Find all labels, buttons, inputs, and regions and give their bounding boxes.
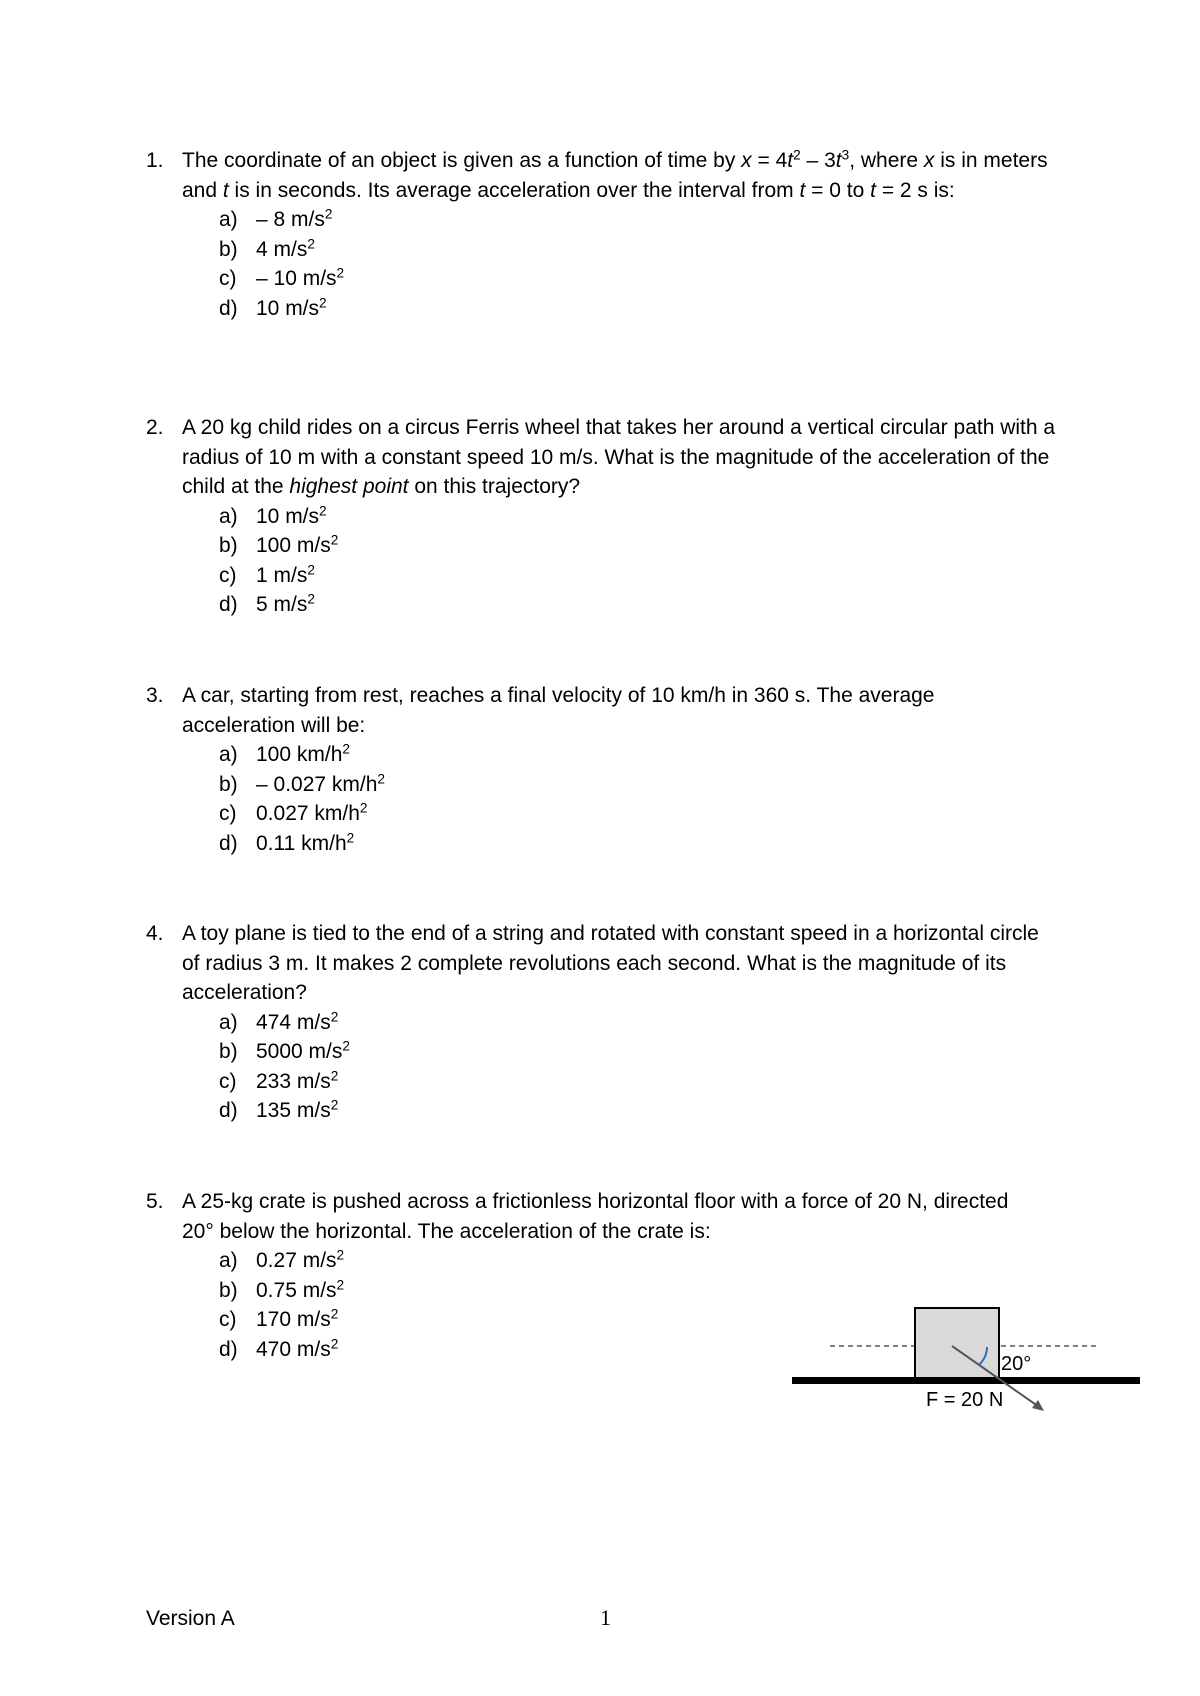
option-value: – 8 $m/s^2$ <box>256 206 333 231</box>
option-value: 0.027 $km/h^2$ <box>256 800 368 825</box>
option-c[interactable]: c) 170 $m/s^2$ <box>219 1305 1066 1335</box>
option-value: 474 $m/s^2$ <box>256 1009 339 1034</box>
option-value: 0.27 $m/s^2$ <box>256 1247 345 1272</box>
option-b[interactable]: b) 5000 $m/s^2$ <box>219 1037 1066 1067</box>
question-stem: The coordinate of an object is given as a function of time by $x = 4t^2 - 3t^3$, where x is in meters and t is in seconds. Its average acceleration over the interval from t = 0 to t = 2 s is: <box>182 147 1048 202</box>
option-b[interactable]: b) 0.75 $m/s^2$ <box>219 1276 1066 1306</box>
option-a[interactable]: a) – 8 $m/s^2$ <box>219 205 1066 235</box>
question-1 <box>146 146 1066 323</box>
option-value: 233 $m/s^2$ <box>256 1068 339 1093</box>
option-value: 10 $m/s^2$ <box>256 503 327 528</box>
option-value: 100 $m/s^2$ <box>256 532 339 557</box>
option-d[interactable]: d) 0.11 $km/h^2$ <box>219 829 1066 859</box>
option-value: 170 $m/s^2$ <box>256 1306 339 1331</box>
option-d[interactable]: d) 5 $m/s^2$ <box>219 590 1066 620</box>
question-3 <box>146 681 1066 858</box>
option-value: 0.75 $m/s^2$ <box>256 1277 345 1302</box>
page-number: 1 <box>600 1605 611 1630</box>
question-2 <box>146 413 1066 620</box>
option-value: 4 $m/s^2$ <box>256 236 315 261</box>
question-stem: A 20 kg child rides on a circus Ferris wheel that takes her around a vertical circular path with a radius of 10 m with a constant speed 10 m/s. What is the magnitude of the acceleration of the child at the highest point on this trajectory? <box>182 416 1056 498</box>
option-value: 100 $km/h^2$ <box>256 741 350 766</box>
option-value: 10 $m/s^2$ <box>256 295 327 320</box>
option-c[interactable]: c) 233 $m/s^2$ <box>219 1067 1066 1097</box>
option-a[interactable]: a) 10 $m/s^2$ <box>219 502 1066 532</box>
version-label: Version A <box>146 1607 235 1630</box>
option-value: 1 $m/s^2$ <box>256 562 315 587</box>
answer-options <box>219 1008 1066 1126</box>
option-value: 135 $m/s^2$ <box>256 1097 339 1122</box>
option-a[interactable]: a) 0.27 $m/s^2$ <box>219 1246 1066 1276</box>
crate <box>915 1308 999 1378</box>
question-number: 2. <box>146 416 164 439</box>
option-c[interactable]: c) 0.027 $km/h^2$ <box>219 799 1066 829</box>
floor <box>792 1377 1140 1384</box>
option-d[interactable]: d) 135 $m/s^2$ <box>219 1096 1066 1126</box>
answer-options <box>219 205 1066 323</box>
angle-label: 20° <box>1001 1353 1032 1375</box>
force-label: F = 20 N <box>926 1389 1004 1411</box>
option-b[interactable]: b) 100 $m/s^2$ <box>219 531 1066 561</box>
answer-options <box>219 740 1066 858</box>
crate-force-diagram <box>780 1290 1140 1430</box>
option-value: 470 $m/s^2$ <box>256 1336 339 1361</box>
option-c[interactable]: c) 1 $m/s^2$ <box>219 561 1066 591</box>
option-c[interactable]: c) – 10 $m/s^2$ <box>219 264 1066 294</box>
question-number: 4. <box>146 922 164 945</box>
question-number: 5. <box>146 1190 164 1213</box>
option-b[interactable]: b) 4 $m/s^2$ <box>219 235 1066 265</box>
option-value: 5000 $m/s^2$ <box>256 1038 350 1063</box>
question-number: 1. <box>146 149 164 172</box>
option-d[interactable]: d) 10 $m/s^2$ <box>219 294 1066 324</box>
option-b[interactable]: b) – 0.027 $km/h^2$ <box>219 770 1066 800</box>
question-stem: A toy plane is tied to the end of a string and rotated with constant speed in a horizontal circle of radius 3 m. It makes 2 complete revolutions each second. What is the magnitude of its acceleration? <box>182 922 1039 1004</box>
option-a[interactable]: a) 100 $km/h^2$ <box>219 740 1066 770</box>
question-stem: A car, starting from rest, reaches a final velocity of 10 km/h in 360 s. The average acceleration will be: <box>182 684 935 737</box>
option-value: – 0.027 $km/h^2$ <box>256 771 385 796</box>
answer-options <box>219 502 1066 620</box>
question-4 <box>146 919 1066 1126</box>
option-a[interactable]: a) 474 $m/s^2$ <box>219 1008 1066 1038</box>
question-number: 3. <box>146 684 164 707</box>
force-arrow-head <box>1032 1400 1044 1411</box>
option-value: 0.11 $km/h^2$ <box>256 830 355 855</box>
question-stem: A 25-kg crate is pushed across a frictionless horizontal floor with a force of 20 N, directed 20° below the horizontal. The acceleration of the crate is: <box>182 1190 1009 1243</box>
option-value: – 10 $m/s^2$ <box>256 265 345 290</box>
option-value: 5 $m/s^2$ <box>256 591 315 616</box>
option-d[interactable]: d) 470 $m/s^2$ <box>219 1335 1066 1365</box>
